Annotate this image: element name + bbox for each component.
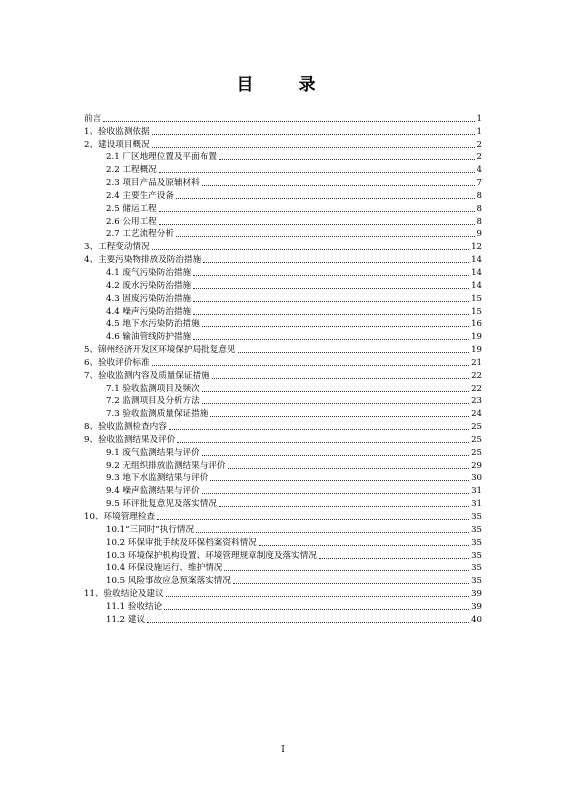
- toc-dot-leader: [152, 249, 469, 250]
- toc-entry[interactable]: [84, 202, 482, 215]
- toc-entry-label: 4.3 固废污染防治措施: [106, 293, 192, 304]
- toc-entry-page: 19: [471, 345, 482, 356]
- toc-entry-page: 7: [476, 178, 482, 189]
- toc-entry[interactable]: [84, 446, 482, 459]
- toc-entry-page: 39: [471, 601, 482, 612]
- toc-entry-page: 35: [471, 524, 482, 535]
- toc-entry[interactable]: [84, 240, 482, 253]
- toc-entry[interactable]: [84, 151, 482, 164]
- toc-entry[interactable]: [84, 176, 482, 189]
- toc-dot-leader: [193, 339, 469, 340]
- toc-entry-page: 30: [471, 473, 482, 484]
- toc-entry[interactable]: [84, 484, 482, 497]
- toc-dot-leader: [224, 570, 469, 571]
- toc-dot-leader: [193, 288, 469, 289]
- toc-entry-page: 24: [471, 409, 482, 420]
- toc-entry-page: 35: [471, 537, 482, 548]
- toc-dot-leader: [202, 391, 469, 392]
- toc-entry[interactable]: [84, 574, 482, 587]
- toc-entry-label: 9.4 噪声监测结果与评价: [106, 486, 200, 497]
- toc-entry-label: 5、锦州经济开发区环境保护局批复意见: [84, 345, 236, 356]
- toc-entry-page: 21: [471, 357, 482, 368]
- toc-entry[interactable]: [84, 305, 482, 318]
- toc-dot-leader: [228, 468, 470, 469]
- toc-entry-label: 4.6 输油管线防护措施: [106, 332, 192, 343]
- toc-dot-leader: [166, 596, 469, 597]
- toc-entry-label: 6、验收评价标准: [84, 357, 150, 368]
- toc-dot-leader: [210, 480, 469, 481]
- toc-entry-label: 10.3 环境保护机构设置、环境管理规章制度及落实情况: [106, 550, 317, 561]
- toc-entry[interactable]: [84, 125, 482, 138]
- toc-entry[interactable]: [84, 562, 482, 575]
- toc-entry[interactable]: [84, 459, 482, 472]
- toc-entry-label: 7.3 验收监测质量保证措施: [106, 409, 209, 420]
- toc-entry-label: 11.2 建议: [106, 614, 146, 625]
- toc-entry[interactable]: [84, 549, 482, 562]
- toc-entry[interactable]: [84, 138, 482, 151]
- toc-entry-page: 12: [471, 242, 482, 253]
- toc-dot-leader: [238, 352, 470, 353]
- toc-dot-leader: [169, 429, 469, 430]
- toc-dot-leader: [159, 224, 475, 225]
- toc-dot-leader: [203, 262, 469, 263]
- toc-entry-label: 2.2 工程概况: [106, 165, 157, 176]
- toc-entry-page: 19: [471, 332, 482, 343]
- toc-entry-page: 14: [471, 255, 482, 266]
- toc-entry-label: 4.2 废水污染防治措施: [106, 280, 192, 291]
- toc-entry-page: 2: [476, 139, 482, 150]
- toc-entry[interactable]: [84, 420, 482, 433]
- toc-entry-page: 40: [471, 614, 482, 625]
- toc-entry-page: 8: [476, 203, 482, 214]
- toc-entry-page: 25: [471, 422, 482, 433]
- toc-dot-leader: [202, 403, 469, 404]
- toc-dot-leader: [212, 378, 469, 379]
- toc-entry-page: 14: [471, 280, 482, 291]
- toc-entry-label: 2.1 厂区地理位置及平面布置: [106, 152, 217, 163]
- toc-entry[interactable]: [84, 266, 482, 279]
- toc-entry-page: 2: [476, 152, 482, 163]
- toc-dot-leader: [177, 442, 469, 443]
- toc-entry[interactable]: [84, 228, 482, 241]
- toc-entry[interactable]: [84, 523, 482, 536]
- toc-entry-page: 16: [471, 319, 482, 330]
- toc-entry[interactable]: [84, 613, 482, 626]
- toc-entry-page: 23: [471, 396, 482, 407]
- toc-entry-page: 25: [471, 434, 482, 445]
- toc-entry[interactable]: [84, 510, 482, 523]
- toc-entry-page: 29: [471, 460, 482, 471]
- toc-dot-leader: [202, 326, 469, 327]
- toc-entry-label: 3、工程变动情况: [84, 242, 150, 253]
- page-number: I: [281, 745, 285, 755]
- toc-entry-page: 15: [471, 306, 482, 317]
- toc-entry-page: 22: [471, 383, 482, 394]
- toc-entry[interactable]: [84, 395, 482, 408]
- toc-dot-leader: [202, 455, 469, 456]
- toc-entry-label: 2.6 公用工程: [106, 216, 157, 227]
- toc-entry-label: 2.5 储运工程: [106, 203, 157, 214]
- toc-entry[interactable]: [84, 279, 482, 292]
- toc-entry-page: 14: [471, 267, 482, 278]
- toc-dot-leader: [159, 172, 475, 173]
- toc-entry-label: 8、验收监测检查内容: [84, 422, 167, 433]
- table-of-contents: [84, 112, 482, 626]
- toc-title: 目 录: [236, 75, 330, 95]
- toc-dot-leader: [152, 134, 475, 135]
- toc-entry[interactable]: [84, 536, 482, 549]
- toc-dot-leader: [159, 211, 475, 212]
- toc-dot-leader: [202, 185, 475, 186]
- toc-entry[interactable]: [84, 292, 482, 305]
- toc-entry-page: 22: [471, 370, 482, 381]
- toc-entry-page: 35: [471, 512, 482, 522]
- toc-dot-leader: [164, 609, 469, 610]
- toc-entry-label: 9.5 环评批复意见及落实情况: [106, 499, 217, 510]
- toc-entry-label: 10.4 环保设施运行、维护情况: [106, 563, 223, 574]
- toc-entry-page: 15: [471, 293, 482, 304]
- toc-dot-leader: [176, 198, 475, 199]
- toc-entry-page: 39: [471, 589, 482, 600]
- toc-dot-leader: [319, 558, 469, 559]
- toc-dot-leader: [219, 506, 469, 507]
- toc-entry-label: 10.5 风险事故应急预案落实情况: [106, 576, 231, 587]
- toc-entry-page: 1: [476, 113, 482, 124]
- toc-entry-page: 25: [471, 447, 482, 458]
- toc-entry[interactable]: [84, 433, 482, 446]
- toc-entry[interactable]: [84, 472, 482, 485]
- toc-entry[interactable]: [84, 112, 482, 125]
- toc-entry-label: 4.1 废气污染防治措施: [106, 267, 192, 278]
- toc-entry[interactable]: [84, 497, 482, 510]
- toc-dot-leader: [176, 236, 475, 237]
- toc-dot-leader: [219, 159, 475, 160]
- toc-dot-leader: [152, 147, 475, 148]
- toc-entry-label: 4、主要污染物排放及防治措施: [84, 255, 202, 266]
- toc-entry-label: 10、环境管理检查: [84, 512, 156, 522]
- toc-entry-page: 8: [476, 216, 482, 227]
- toc-entry[interactable]: [84, 600, 482, 613]
- toc-entry[interactable]: [84, 382, 482, 395]
- toc-entry[interactable]: [84, 356, 482, 369]
- toc-entry-label: 11、验收结论及建议: [84, 589, 164, 600]
- toc-entry[interactable]: [84, 189, 482, 202]
- toc-entry-label: 7.1 验收监测项目及频次: [106, 383, 200, 394]
- toc-entry-page: 4: [476, 165, 482, 176]
- toc-entry-label: 7.2 监测项目及分析方法: [106, 396, 200, 407]
- toc-entry-label: 10.2 环保审批手续及环保档案资料情况: [106, 537, 257, 548]
- toc-entry-label: 9.3 地下水监测结果与评价: [106, 473, 209, 484]
- toc-entry-page: 35: [471, 563, 482, 574]
- toc-entry-page: 31: [471, 499, 482, 510]
- toc-entry[interactable]: [84, 343, 482, 356]
- toc-dot-leader: [233, 583, 469, 584]
- toc-entry-label: 4.5 地下水污染防治措施: [106, 319, 200, 330]
- toc-dot-leader: [152, 365, 469, 366]
- toc-dot-leader: [157, 519, 469, 520]
- toc-entry[interactable]: [84, 163, 482, 176]
- toc-entry-label: 9、验收监测结果及评价: [84, 434, 176, 445]
- toc-entry-page: 8: [476, 190, 482, 201]
- toc-entry[interactable]: [84, 215, 482, 228]
- toc-entry-label: 7、验收监测内容及质量保证措施: [84, 370, 210, 381]
- toc-entry-label: 9.1 废气监测结果与评价: [106, 447, 200, 458]
- toc-entry-label: 10.1“三同时”执行情况: [106, 524, 195, 535]
- toc-dot-leader: [103, 121, 474, 122]
- toc-dot-leader: [202, 493, 469, 494]
- toc-dot-leader: [210, 416, 469, 417]
- toc-entry[interactable]: [84, 587, 482, 600]
- toc-dot-leader: [147, 622, 469, 623]
- toc-entry-page: 1: [476, 126, 482, 137]
- toc-entry-page: 31: [471, 486, 482, 497]
- toc-entry[interactable]: [84, 369, 482, 382]
- toc-entry-page: 35: [471, 576, 482, 587]
- toc-entry-label: 2.7 工艺流程分析: [106, 229, 174, 240]
- toc-entry-label: 4.4 噪声污染防治措施: [106, 306, 192, 317]
- toc-entry[interactable]: [84, 318, 482, 331]
- toc-entry[interactable]: [84, 330, 482, 343]
- toc-entry-page: 35: [471, 550, 482, 561]
- toc-entry-label: 11.1 验收结论: [106, 601, 163, 612]
- toc-entry-label: 2.3 项目产品及原辅材料: [106, 178, 200, 189]
- toc-dot-leader: [259, 545, 469, 546]
- toc-entry[interactable]: [84, 253, 482, 266]
- toc-entry-page: 9: [476, 229, 482, 240]
- toc-dot-leader: [193, 314, 469, 315]
- toc-entry[interactable]: [84, 407, 482, 420]
- toc-entry-label: 1、验收监测依据: [84, 126, 150, 137]
- toc-entry-label: 前言: [84, 113, 102, 124]
- toc-entry-label: 9.2 无组织排放监测结果与评价: [106, 460, 226, 471]
- toc-dot-leader: [193, 275, 469, 276]
- toc-dot-leader: [193, 301, 469, 302]
- toc-dot-leader: [196, 532, 469, 533]
- toc-entry-label: 2、建设项目概况: [84, 139, 150, 150]
- toc-entry-label: 2.4 主要生产设备: [106, 190, 174, 201]
